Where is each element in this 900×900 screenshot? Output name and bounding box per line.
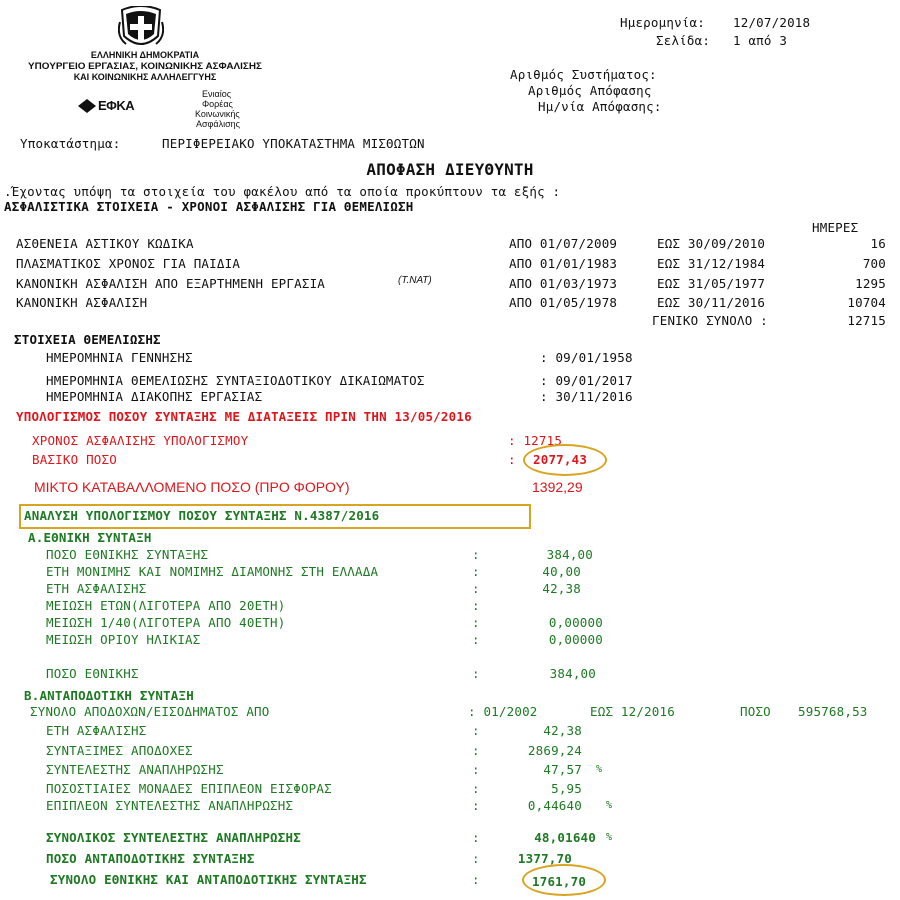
- efka-logo-text: ΕΦΚΑ: [98, 98, 135, 113]
- efka-logo-icon: [78, 99, 96, 113]
- national-label: ΠΟΣΟ ΕΘΝΙΚΗΣ ΣΥΝΤΑΞΗΣ: [46, 547, 209, 562]
- insurance-from: ΑΠΟ 01/07/2009: [509, 236, 618, 251]
- national-value: 42,38: [542, 581, 581, 596]
- table-row: [0, 632, 900, 650]
- sum-colon: :: [472, 851, 480, 866]
- date-label: Ημερομηνία:: [620, 15, 705, 30]
- basic-amount-value: 2077,43: [533, 452, 588, 467]
- gross-amount-value: 1392,29: [532, 479, 583, 495]
- national-title: Α.ΕΘΝΙΚΗ ΣΥΝΤΑΞΗ: [28, 530, 152, 545]
- national-label: ΜΕΙΩΣΗ ΟΡΙΟΥ ΗΛΙΚΙΑΣ: [46, 632, 201, 647]
- insurance-note: (Τ.ΝΑΤ): [398, 275, 432, 286]
- contrib-colon: :: [472, 723, 480, 738]
- national-value: 384,00: [546, 547, 593, 562]
- table-row: [0, 295, 900, 313]
- calc-time-label: ΧΡΟΝΟΣ ΑΣΦΑΛΙΣΗΣ ΥΠΟΛΟΓΙΣΜΟΥ: [32, 433, 249, 448]
- national-label: ΕΤΗ ΑΣΦΑΛΙΣΗΣ: [46, 581, 147, 596]
- sum-label: ΣΥΝΟΛΙΚΟΣ ΣΥΝΤΕΛΕΣΤΗΣ ΑΝΑΠΛΗΡΩΣΗΣ: [46, 830, 301, 845]
- analysis-title: ΑΝΑΛΥΣΗ ΥΠΟΛΟΓΙΣΜΟΥ ΠΟΣΟΥ ΣΥΝΤΑΞΗΣ Ν.4387/2016: [24, 508, 380, 523]
- contrib-total-from: : 01/2002: [468, 704, 538, 719]
- grand-total-label: ΣΥΝΟΛΟ ΕΘΝΙΚΗΣ ΚΑΙ ΑΝΤΑΠΟΔΟΤΙΚΗΣ ΣΥΝΤΑΞΗΣ: [50, 872, 367, 887]
- insurance-from: ΑΠΟ 01/03/1973: [509, 276, 618, 291]
- insurance-from: ΑΠΟ 01/01/1983: [509, 256, 618, 271]
- contrib-colon: :: [472, 762, 480, 777]
- gross-amount-label: ΜΙΚΤΟ ΚΑΤΑΒΑΛΛΟΜΕΝΟ ΠΟΣΟ (ΠΡΟ ΦΟΡΟΥ): [34, 479, 350, 495]
- ministry-name-2: ΚΑΙ ΚΟΙΝΩΝΙΚΗΣ ΑΛΛΗΛΕΓΓΥΗΣ: [73, 72, 217, 82]
- table-row: [0, 564, 900, 582]
- national-amount-colon: :: [472, 666, 480, 681]
- basic-amount-colon: :: [508, 452, 516, 467]
- grand-total-highlight: [522, 864, 606, 896]
- insurance-label: ΠΛΑΣΜΑΤΙΚΟΣ ΧΡΟΝΟΣ ΓΙΑ ΠΑΙΔΙΑ: [16, 256, 241, 271]
- contrib-label: ΕΤΗ ΑΣΦΑΛΙΣΗΣ: [46, 723, 147, 738]
- contrib-colon: :: [472, 781, 480, 796]
- insurance-section-title: ΑΣΦΑΛΙΣΤΙΚΑ ΣΤΟΙΧΕΙΑ - ΧΡΟΝΟΙ ΑΣΦΑΛΙΣΗΣ ΓΙΑ ΘΕΜΕΛΙΩΣΗ: [4, 199, 414, 214]
- national-label: ΜΕΙΩΣΗ 1/40(ΛΙΓΟΤΕΡΑ ΑΠΟ 40ΕΤΗ): [46, 615, 286, 630]
- national-label: ΕΤΗ ΜΟΝΙΜΗΣ ΚΑΙ ΝΟΜΙΜΗΣ ΔΙΑΜΟΝΗΣ ΣΤΗ ΕΛΛΑΔΑ: [46, 564, 379, 579]
- contrib-value: 5,95: [551, 781, 582, 796]
- insurance-label: ΚΑΝΟΝΙΚΗ ΑΣΦΑΛΙΣΗ: [16, 295, 148, 310]
- basic-amount-label: ΒΑΣΙΚΟ ΠΟΣΟ: [32, 452, 117, 467]
- system-number-label: Αριθμός Συστήματος:: [510, 67, 657, 82]
- calc-time-value: : 12715: [508, 433, 563, 448]
- table-row: [0, 743, 900, 761]
- republic-name: ΕΛΛΗΝΙΚΗ ΔΗΜΟΚΡΑΤΙΑ: [90, 50, 200, 60]
- efka-line-3: Κοινωνικής: [195, 109, 240, 119]
- table-row: [0, 598, 900, 616]
- contrib-value: 47,57: [543, 762, 582, 777]
- insurance-days: 16: [870, 236, 886, 251]
- contrib-colon: :: [472, 798, 480, 813]
- document-title: ΑΠΟΦΑΣΗ ΔΙΕΥΘΥΝΤΗ: [366, 160, 534, 179]
- table-row: [0, 581, 900, 599]
- insurance-to: ΕΩΣ 31/05/1977: [657, 276, 766, 291]
- table-row: [0, 723, 900, 741]
- sum-value: 48,01640: [534, 830, 596, 845]
- insurance-label: ΚΑΝΟΝΙΚΗ ΑΣΦΑΛΙΣΗ ΑΠΟ ΕΞΑΡΤΗΜΕΝΗ ΕΡΓΑΣΙΑ: [16, 276, 326, 291]
- grand-total-colon: :: [472, 872, 480, 887]
- insurance-from: ΑΠΟ 01/05/1978: [509, 295, 618, 310]
- table-row: [0, 781, 900, 799]
- birth-date-value: : 09/01/1958: [540, 350, 633, 365]
- contrib-value: 0,44640: [527, 798, 582, 813]
- foundation-date-label: ΗΜΕΡΟΜΗΝΙΑ ΘΕΜΕΛΙΩΣΗΣ ΣΥΝΤΑΞΙΟΔΟΤΙΚΟΥ ΔΙΚΑΙΩΜΑΤΟΣ: [46, 373, 425, 388]
- contrib-label: ΠΟΣΟΣΤΙΑΙΕΣ ΜΟΝΑΔΕΣ ΕΠΙΠΛΕΟΝ ΕΙΣΦΟΡΑΣ: [46, 781, 332, 796]
- days-header: ΗΜΕΡΕΣ: [812, 220, 859, 235]
- efka-line-4: Ασφάλισης: [196, 119, 240, 129]
- branch-label: Υποκατάστημα:: [20, 136, 121, 151]
- insurance-days: 700: [862, 256, 886, 271]
- sum-value: 1377,70: [517, 851, 572, 866]
- insurance-label: ΑΣΘΕΝΕΙΑ ΑΣΤΙΚΟΥ ΚΩΔΙΚΑ: [16, 236, 194, 251]
- insurance-to: ΕΩΣ 30/09/2010: [657, 236, 766, 251]
- contrib-total-to: ΕΩΣ 12/2016: [590, 704, 675, 719]
- decision-date-label: Ημ/νία Απόφασης:: [538, 99, 662, 114]
- stop-work-date-value: : 30/11/2016: [540, 389, 633, 404]
- branch-value: ΠΕΡΙΦΕΡΕΙΑΚΟ ΥΠΟΚΑΤΑΣΤΗΜΑ ΜΙΣΘΩΤΩΝ: [162, 136, 425, 151]
- intro-text: .Έχοντας υπόψη τα στοιχεία του φακέλου από τα οποία προκύπτουν τα εξής :: [4, 184, 561, 199]
- foundation-title: ΣΤΟΙΧΕΙΑ ΘΕΜΕΛΙΩΣΗΣ: [14, 332, 161, 347]
- table-row: [0, 762, 900, 780]
- table-row: [0, 236, 900, 254]
- national-colon: :: [472, 581, 480, 596]
- national-colon: :: [472, 564, 480, 579]
- contrib-unit: %: [596, 764, 603, 775]
- greek-emblem-icon: [118, 6, 164, 50]
- table-row: [0, 256, 900, 274]
- decision-number-label: Αριθμός Απόφασης: [528, 83, 652, 98]
- contrib-total-label: ΣΥΝΟΛΟ ΑΠΟΔΟΧΩΝ/ΕΙΣΟΔΗΜΑΤΟΣ ΑΠΟ: [30, 704, 270, 719]
- national-value: 0,00000: [548, 632, 603, 647]
- ministry-name: ΥΠΟΥΡΓΕΙΟ ΕΡΓΑΣΙΑΣ, ΚΟΙΝΩΝΙΚΗΣ ΑΣΦΑΛΙΣΗΣ: [28, 61, 262, 71]
- table-row: [0, 830, 900, 848]
- efka-line-2: Φορέας: [202, 99, 233, 109]
- foundation-date-value: : 09/01/2017: [540, 373, 633, 388]
- national-value: 0,00000: [548, 615, 603, 630]
- national-colon: :: [472, 632, 480, 647]
- page-value: 1 από 3: [733, 33, 788, 48]
- contrib-total-amount-value: 595768,53: [798, 704, 868, 719]
- total-label: ΓΕΝΙΚΟ ΣΥΝΟΛΟ :: [652, 313, 768, 328]
- contrib-label: ΕΠΙΠΛΕΟΝ ΣΥΝΤΕΛΕΣΤΗΣ ΑΝΑΠΛΗΡΩΣΗΣ: [46, 798, 294, 813]
- insurance-days: 1295: [855, 276, 886, 291]
- date-value: 12/07/2018: [733, 15, 811, 30]
- table-row: [0, 547, 900, 565]
- national-amount-value: 384,00: [549, 666, 596, 681]
- table-row: [0, 276, 900, 294]
- contrib-label: ΣΥΝΤΑΞΙΜΕΣ ΑΠΟΔΟΧΕΣ: [46, 743, 193, 758]
- insurance-to: ΕΩΣ 31/12/1984: [657, 256, 766, 271]
- birth-date-label: ΗΜΕΡΟΜΗΝΙΑ ΓΕΝΝΗΣΗΣ: [46, 350, 193, 365]
- table-row: [0, 615, 900, 633]
- national-colon: :: [472, 547, 480, 562]
- contrib-total-amount-label: ΠΟΣΟ: [740, 704, 771, 719]
- national-amount-label: ΠΟΣΟ ΕΘΝΙΚΗΣ: [46, 666, 139, 681]
- calc-title: ΥΠΟΛΟΓΙΣΜΟΣ ΠΟΣΟΥ ΣΥΝΤΑΞΗΣ ΜΕ ΔΙΑΤΑΞΕΙΣ ΠΡΙΝ ΤΗΝ 13/05/2016: [16, 409, 472, 424]
- table-row: [0, 851, 900, 869]
- contrib-value: 42,38: [543, 723, 582, 738]
- table-row: [0, 798, 900, 816]
- national-colon: :: [472, 598, 480, 613]
- basic-amount-highlight: [523, 444, 607, 476]
- total-value: 12715: [847, 313, 886, 328]
- contrib-colon: :: [472, 743, 480, 758]
- insurance-days: 10704: [847, 295, 886, 310]
- sum-colon: :: [472, 830, 480, 845]
- contrib-label: ΣΥΝΤΕΛΕΣΤΗΣ ΑΝΑΠΛΗΡΩΣΗΣ: [46, 762, 224, 777]
- page-label: Σελίδα:: [656, 33, 711, 48]
- contrib-unit: %: [606, 800, 613, 811]
- contrib-title: Β.ΑΝΤΑΠΟΔΟΤΙΚΗ ΣΥΝΤΑΞΗ: [24, 688, 194, 703]
- sum-label: ΠΟΣΟ ΑΝΤΑΠΟΔΟΤΙΚΗΣ ΣΥΝΤΑΞΗΣ: [46, 851, 255, 866]
- stop-work-date-label: ΗΜΕΡΟΜΗΝΙΑ ΔΙΑΚΟΠΗΣ ΕΡΓΑΣΙΑΣ: [46, 389, 263, 404]
- contrib-value: 2869,24: [527, 743, 582, 758]
- grand-total-value: 1761,70: [532, 874, 587, 889]
- insurance-to: ΕΩΣ 30/11/2016: [657, 295, 766, 310]
- national-label: ΜΕΙΩΣΗ ΕΤΩΝ(ΛΙΓΟΤΕΡΑ ΑΠΟ 20ΕΤΗ): [46, 598, 286, 613]
- sum-unit: %: [606, 832, 613, 843]
- national-colon: :: [472, 615, 480, 630]
- national-value: 40,00: [542, 564, 581, 579]
- efka-line-1: Ενιαίος: [202, 89, 232, 99]
